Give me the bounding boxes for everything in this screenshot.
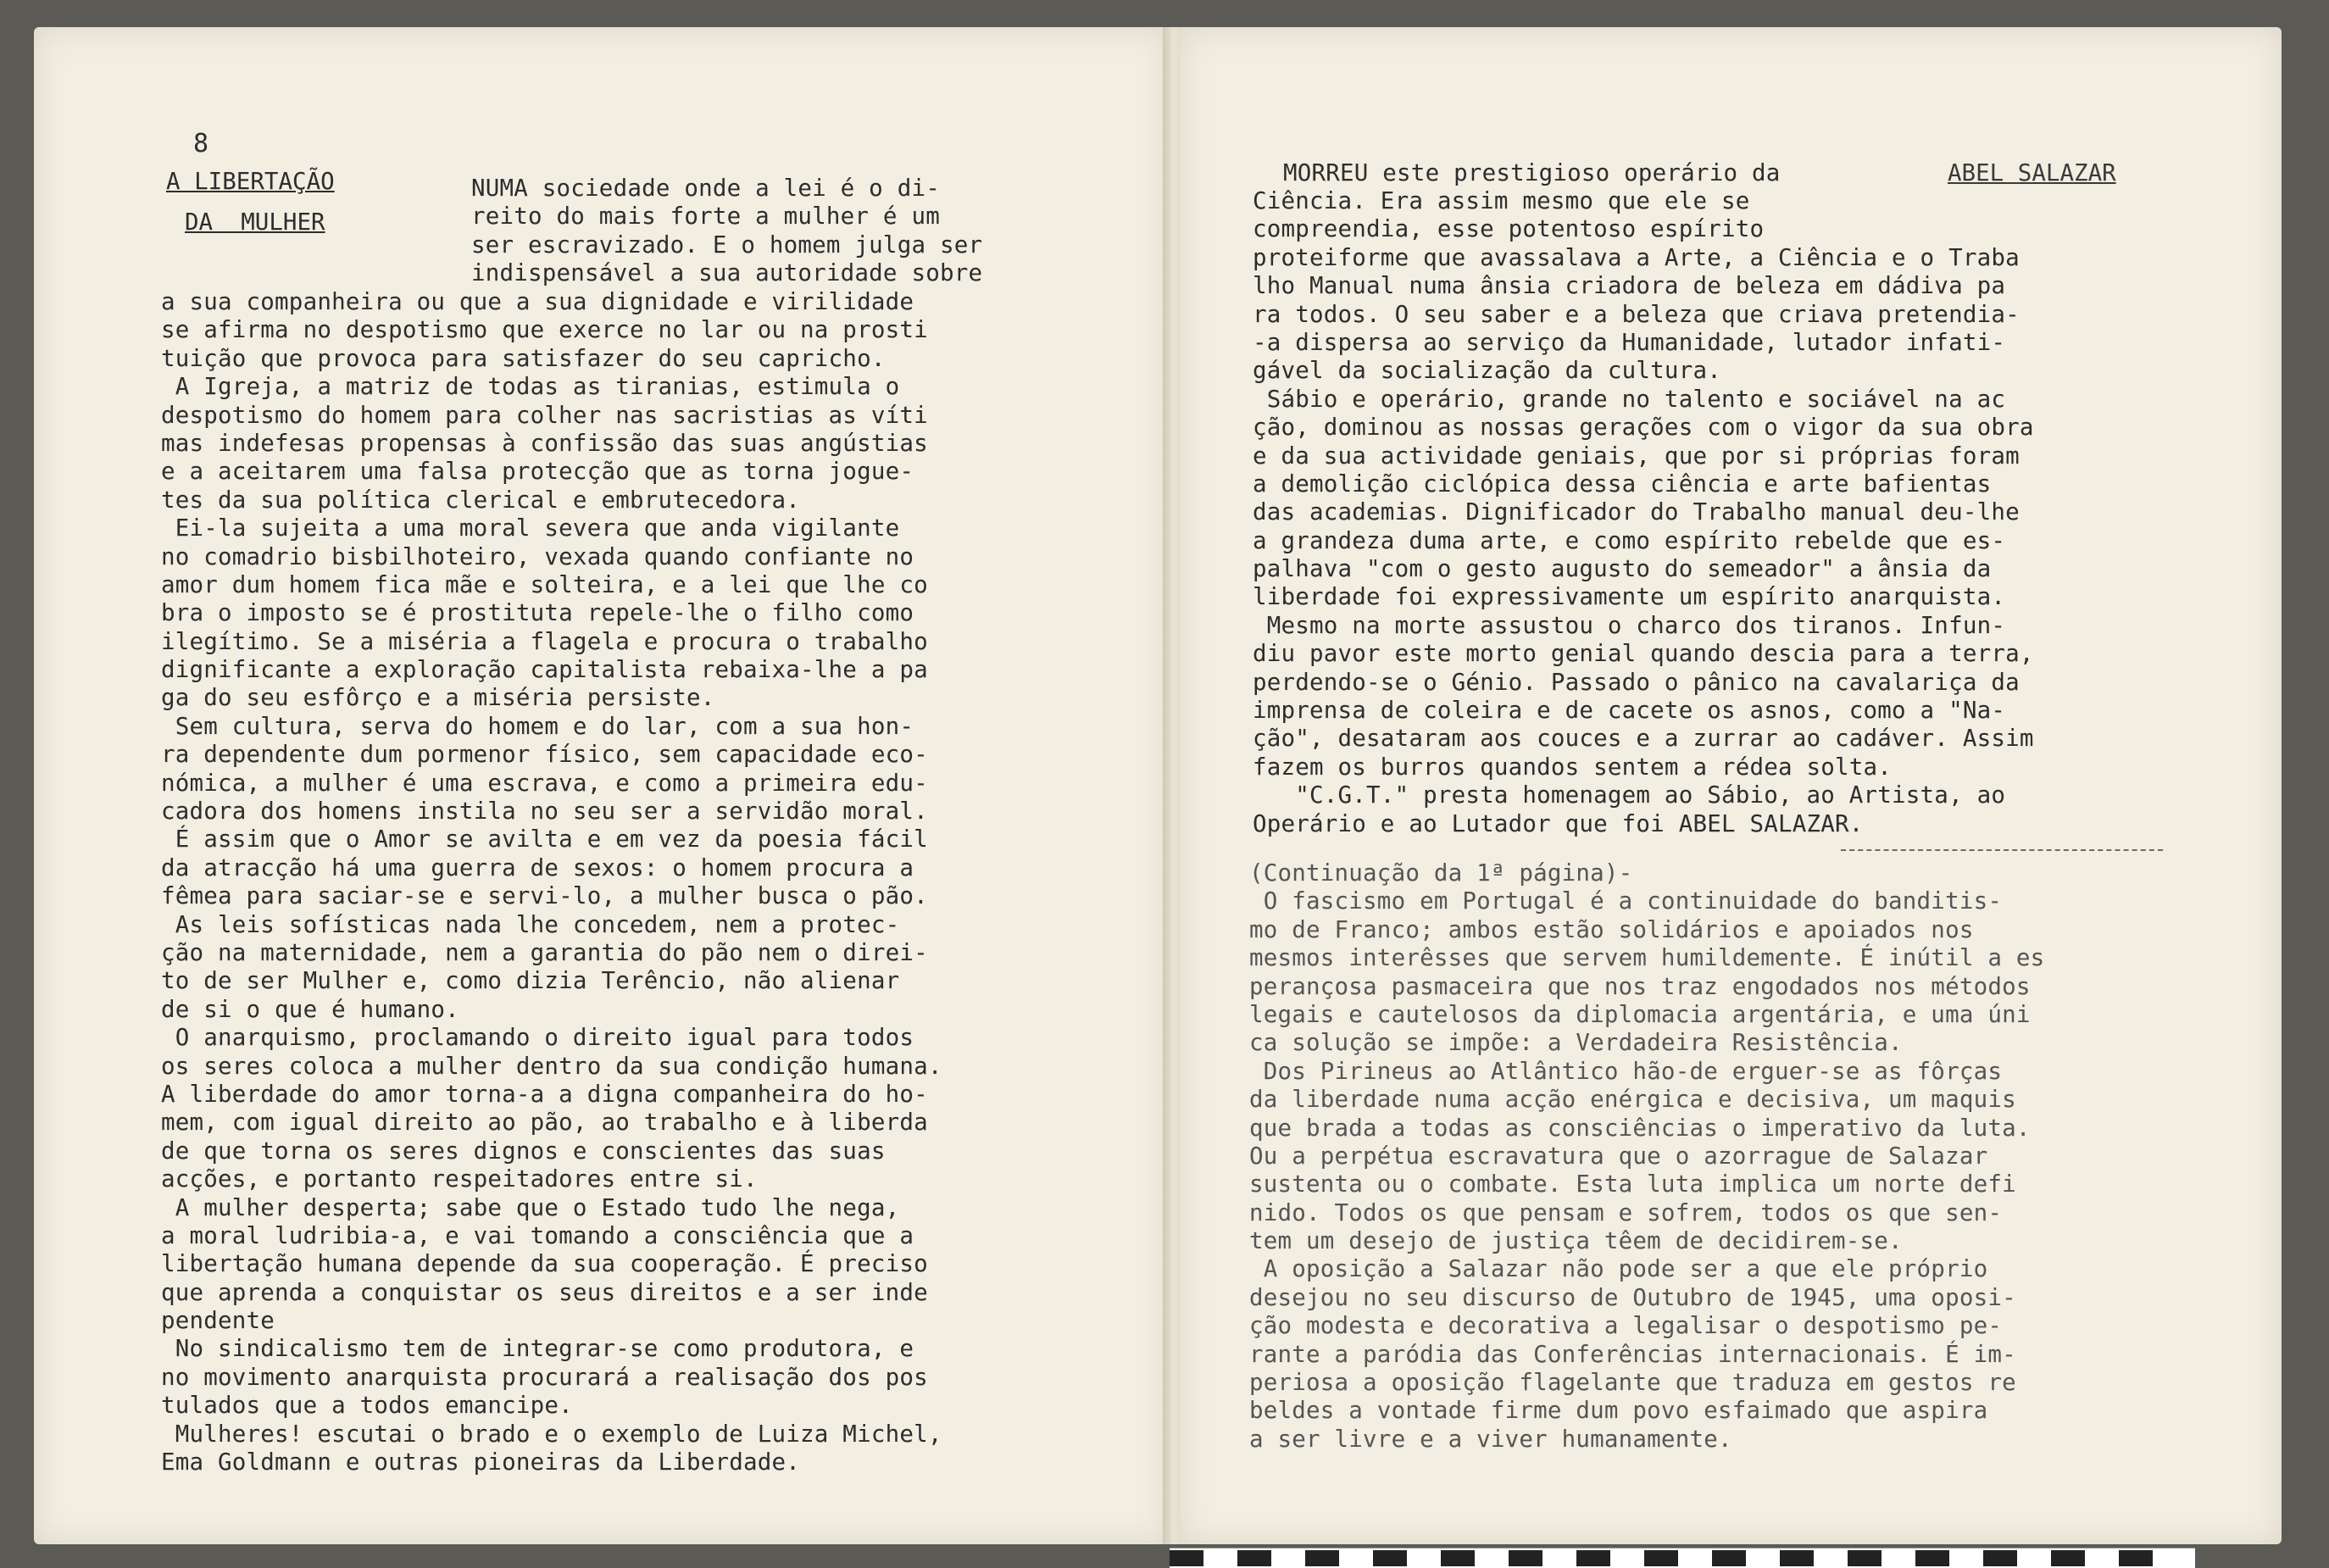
text-line: Ema Goldmann e outras pioneiras da Liberdade. <box>161 1448 801 1476</box>
scale-ruler <box>1170 1548 2195 1568</box>
obituary-title: ABEL SALAZAR <box>1948 159 2116 186</box>
article-title-line-2: DA MULHER <box>185 209 325 236</box>
article-intro <box>471 175 982 288</box>
text-line: Operário e ao Lutador que foi ABEL SALAZAR. <box>1253 809 1864 837</box>
text-line: ção", desataram aos couces e a zurrar ao cadáver. Assim <box>1253 725 2034 753</box>
text-line: a grandeza duma arte, e como espírito rebelde que es- <box>1253 526 2006 554</box>
text-line: que aprenda a conquistar os seus direitos e a ser inde <box>161 1278 928 1306</box>
text-line: MORREU este prestigioso operário da <box>1283 159 1781 186</box>
text-line: lho Manual numa ânsia criadora de beleza em dádiva pa <box>1253 272 2006 300</box>
text-line: gável da socialização da cultura. <box>1253 357 1721 385</box>
text-line: A mulher desperta; sabe que o Estado tudo lhe nega, <box>161 1193 900 1221</box>
text-line: fêmea para saciar-se e servi-lo, a mulher busca o pão. <box>161 882 928 910</box>
text-line: tuição que provoca para satisfazer do seu capricho. <box>161 344 886 372</box>
text-line: mem, com igual direito ao pão, ao trabalho e à liberda <box>161 1109 928 1137</box>
text-line: ra todos. O seu saber e a beleza que criava pretendia- <box>1253 300 2020 328</box>
text-line: perdendo-se o Génio. Passado o pânico na cavalariça da <box>1253 668 2020 696</box>
text-line: dignificante a exploração capitalista rebaixa-lhe a pa <box>161 656 928 684</box>
text-line: Ciência. Era assim mesmo que ele se <box>1253 187 1750 214</box>
text-line: Ei-la sujeita a uma moral severa que anda vigilante <box>161 514 900 542</box>
text-line: Mesmo na morte assustou o charco dos tiranos. Infun- <box>1253 611 2006 639</box>
text-line: indispensável a sua autoridade sobre <box>471 259 983 287</box>
text-line: imprensa de coleira e de cacete os asnos, como a "Na- <box>1253 697 2006 725</box>
text-line: tem um desejo de justiça têem de decidirem-se. <box>1249 1227 1903 1255</box>
obituary-body-abel-salazar <box>1253 187 2034 838</box>
text-line: mesmos interêsses que servem humildemente. É inútil a es <box>1249 944 2045 972</box>
text-line: Dos Pirineus ao Atlântico hão-de erguer-se as fôrças <box>1249 1057 2003 1085</box>
text-line: despotismo do homem para colher nas sacristias as víti <box>161 401 928 429</box>
text-line: diu pavor este morto genial quando descia para a terra, <box>1253 640 2034 668</box>
text-line: reito do mais forte a mulher é um <box>471 203 940 231</box>
text-line: pendente <box>161 1307 275 1335</box>
text-line: tulados que a todos emancipe. <box>161 1392 573 1420</box>
text-line: A liberdade do amor torna-a a digna companheira do ho- <box>161 1080 928 1108</box>
text-line: tes da sua política clerical e embrutecedora. <box>161 486 801 514</box>
text-line: sustenta ou o combate. Esta luta implica um norte defi <box>1249 1170 2016 1198</box>
text-line: nómica, a mulher é uma escrava, e como a primeira edu- <box>161 769 928 797</box>
article-body-libertacao <box>161 288 942 1476</box>
text-line: A Igreja, a matriz de todas as tiranias, estimula o <box>161 373 900 401</box>
text-line: ga do seu esfôrço e a miséria persiste. <box>161 684 715 712</box>
text-line: mas indefesas propensas à confissão das suas angústias <box>161 429 928 457</box>
text-line: Mulheres! escutai o brado e o exemplo de Luiza Michel, <box>161 1420 942 1448</box>
text-line: legais e cautelosos da diplomacia argentária, e uma úni <box>1249 1000 2031 1028</box>
text-line: ilegítimo. Se a miséria a flagela e procura o trabalho <box>161 627 928 655</box>
text-line: a ser livre e a viver humanamente. <box>1249 1425 1732 1453</box>
text-line: cadora dos homens instila no seu ser a servidão moral. <box>161 798 928 826</box>
text-line: ca solução se impõe: a Verdadeira Resistência. <box>1249 1029 1903 1057</box>
text-line: liberdade foi expressivamente um espírito anarquista. <box>1253 583 2006 611</box>
text-line: As leis sofísticas nada lhe concedem, nem a protec- <box>161 910 900 938</box>
text-line: No sindicalismo tem de integrar-se como produtora, e <box>161 1335 914 1363</box>
text-line: beldes a vontade firme dum povo esfaimado que aspira <box>1249 1397 1988 1425</box>
text-line: e a aceitarem uma falsa protecção que as torna jogue- <box>161 458 914 486</box>
text-line: "C.G.T." presta homenagem ao Sábio, ao Artista, ao <box>1253 781 2006 809</box>
text-line: os seres coloca a mulher dentro da sua condição humana. <box>161 1052 942 1080</box>
text-line: se afirma no despotismo que exerce no lar ou na prosti <box>161 316 928 344</box>
text-line: É assim que o Amor se avilta e em vez da poesia fácil <box>161 826 928 854</box>
text-line: bra o imposto se é prostituta repele-lhe o filho como <box>161 599 914 627</box>
text-line: da atracção há uma guerra de sexos: o homem procura a <box>161 854 914 881</box>
text-line: fazem os burros quandos sentem a rédea solta. <box>1253 753 1893 781</box>
text-line: compreendia, esse potentoso espírito <box>1253 215 1765 243</box>
text-line: ção na maternidade, nem a garantia do pão nem o direi- <box>161 938 928 966</box>
text-line: amor dum homem fica mãe e solteira, e a lei que lhe co <box>161 570 928 598</box>
text-line: e da sua actividade geniais, que por si próprias foram <box>1253 442 2020 470</box>
text-line: palhava "com o gesto augusto do semeador" a ânsia da <box>1253 555 1992 583</box>
text-line: O fascismo em Portugal é a continuidade do banditis- <box>1249 887 2003 915</box>
text-line: rante a paródia das Conferências internacionais. É im- <box>1249 1340 2016 1368</box>
text-line: acções, e portanto respeitadores entre si. <box>161 1165 758 1193</box>
text-line: Sábio e operário, grande no talento e sociável na ac <box>1253 385 2006 413</box>
text-line: perançosa pasmaceira que nos traz engodados nos métodos <box>1249 972 2031 1000</box>
text-line: mo de Franco; ambos estão solidários e apoiados nos <box>1249 915 1974 943</box>
article-continuation-body <box>1249 859 2044 1454</box>
text-line: periosa a oposição flagelante que traduza em gestos re <box>1249 1369 2016 1397</box>
text-line: Ou a perpétua escravatura que o azorrague de Salazar <box>1249 1142 1988 1170</box>
text-line: a sua companheira ou que a sua dignidade e virilidade <box>161 288 914 315</box>
article-title-line-1: A LIBERTAÇÃO <box>166 168 335 195</box>
text-line: ser escravizado. E o homem julga ser <box>471 231 983 259</box>
text-line: das academias. Dignificador do Trabalho manual deu-lhe <box>1253 498 2020 526</box>
obituary-first-line <box>1283 159 1780 187</box>
text-line: proteiforme que avassalava a Arte, a Ciência e o Traba <box>1253 243 2020 271</box>
text-line: que brada a todas as consciências o imperativo da luta. <box>1249 1114 2031 1142</box>
text-line: no movimento anarquista procurará a realisação dos pos <box>161 1363 928 1391</box>
text-line: ção, dominou as nossas gerações com o vigor da sua obra <box>1253 414 2034 442</box>
text-line: de que torna os seres dignos e conscientes das suas <box>161 1137 886 1165</box>
text-line: ção modesta e decorativa a legalisar o despotismo pe- <box>1249 1312 2003 1340</box>
text-line: (Continuação da 1ª página)- <box>1249 859 1633 887</box>
text-line: ra dependente dum pormenor físico, sem capacidade eco- <box>161 741 928 769</box>
text-line: libertação humana depende da sua cooperação. É preciso <box>161 1250 928 1278</box>
text-line: O anarquismo, proclamando o direito igual para todos <box>161 1024 914 1052</box>
text-line: NUMA sociedade onde a lei é o di- <box>471 175 940 202</box>
text-line: no comadrio bisbilhoteiro, vexada quando confiante no <box>161 542 914 570</box>
page-number: 8 <box>193 129 209 158</box>
section-divider <box>1841 849 2163 851</box>
text-line: da liberdade numa acção enérgica e decisiva, um maquis <box>1249 1086 2016 1114</box>
text-line: nido. Todos os que pensam e sofrem, todos os que sen- <box>1249 1198 2003 1226</box>
text-line: de si o que é humano. <box>161 995 459 1023</box>
text-line: -a dispersa ao serviço da Humanidade, lutador infati- <box>1253 328 2006 356</box>
text-line: to de ser Mulher e, como dizia Terêncio, não alienar <box>161 967 900 995</box>
text-line: Sem cultura, serva do homem e do lar, com a sua hon- <box>161 712 914 740</box>
text-line: a demolição ciclópica dessa ciência e arte bafientas <box>1253 470 1992 498</box>
text-line: A oposição a Salazar não pode ser a que ele próprio <box>1249 1255 1988 1283</box>
text-line: desejou no seu discurso de Outubro de 1945, uma oposi- <box>1249 1283 2016 1311</box>
text-line: a moral ludribia-a, e vai tomando a consciência que a <box>161 1221 914 1249</box>
